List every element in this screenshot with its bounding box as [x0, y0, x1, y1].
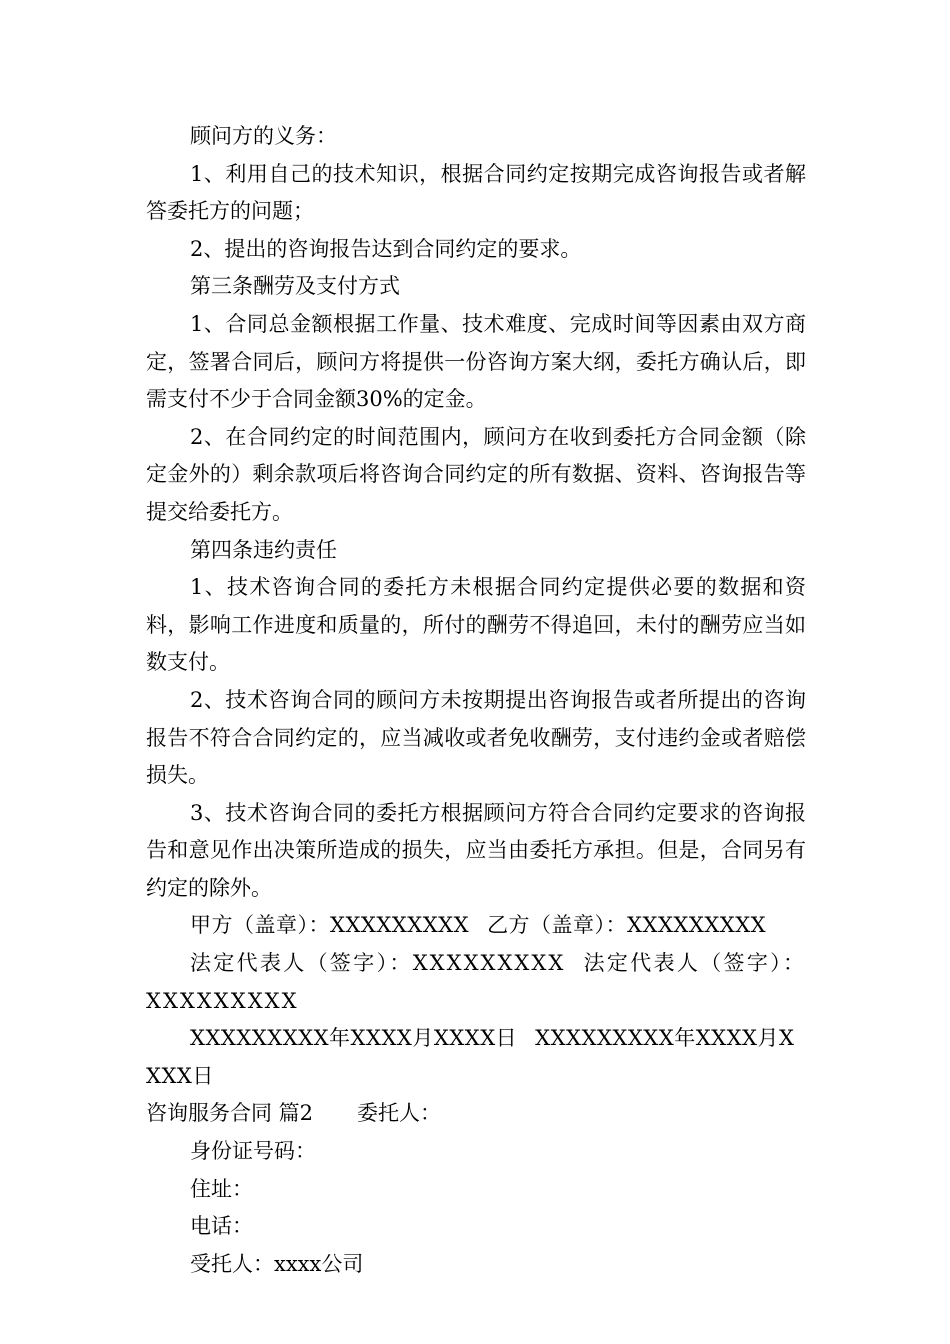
party-a-date: XXXXXXXXX年XXXX月XXXX日: [190, 1026, 518, 1051]
party-b-date: XXXXXXXXX年XXXX月XXXX日: [146, 1026, 795, 1088]
paragraph-breach-1: 1、技术咨询合同的委托方未根据合同约定提供必要的数据和资料，影响工作进度和质量的，所付的酬劳不得追回，未付的酬劳应当如数支付。: [146, 575, 806, 675]
agent-label: 受托人：xxxx公司: [190, 1251, 364, 1276]
signature-seal-line: [146, 907, 806, 945]
signature-date-line: [146, 1020, 806, 1095]
signature-representative-line: [146, 945, 806, 1020]
section-2-title: 咨询服务合同 篇2: [146, 1101, 314, 1126]
principal-label: 委托人：: [357, 1101, 442, 1126]
paragraph-obligation-2: 2、提出的咨询报告达到合同约定的要求。: [190, 236, 582, 261]
paragraph-breach-2: 2、技术咨询合同的顾问方未按期提出咨询报告或者所提出的咨询报告不符合合同约定的，应当减收或者免收酬劳，支付违约金或者赔偿损失。: [146, 687, 806, 788]
party-b-seal: 乙方（盖章）：XXXXXXXXX: [487, 913, 767, 938]
party-a-seal: 甲方（盖章）：XXXXXXXXX: [190, 913, 470, 938]
paragraph-payment-1: 1、合同总金额根据工作量、技术难度、完成时间等因素由双方商定，签署合同后，顾问方将提供一份咨询方案大纲，委托方确认后，即需支付不少于合同金额30%的定金。: [146, 311, 806, 412]
section-2-title-line: [146, 1095, 806, 1133]
article-4-heading: 第四条违约责任: [190, 537, 337, 562]
id-number-label: 身份证号码：: [190, 1139, 316, 1164]
phone-label: 电话：: [190, 1214, 253, 1239]
address-label: 住址：: [190, 1176, 253, 1201]
paragraph-breach-3: 3、技术咨询合同的委托方根据顾问方符合合同约定要求的咨询报告和意见作出决策所造成的损失，应当由委托方承担。但是，合同另有约定的除外。: [146, 800, 806, 900]
document-body: [146, 118, 806, 1283]
paragraph-consultant-obligations-heading: 顾问方的义务：: [190, 124, 337, 148]
party-b-representative: 法定代表人（签字）：XXXXXXXXX: [146, 951, 806, 1013]
party-a-representative: 法定代表人（签字）：XXXXXXXXX: [190, 951, 566, 976]
paragraph-obligation-1: 1、利用自己的技术知识，根据合同约定按期完成咨询报告或者解答委托方的问题；: [146, 161, 806, 224]
article-3-heading: 第三条酬劳及支付方式: [190, 274, 400, 299]
paragraph-payment-2: 2、在合同约定的时间范围内，顾问方在收到委托方合同金额（除定金外的）剩余款项后将咨询合同约定的所有数据、资料、咨询报告等提交给委托方。: [146, 424, 806, 524]
